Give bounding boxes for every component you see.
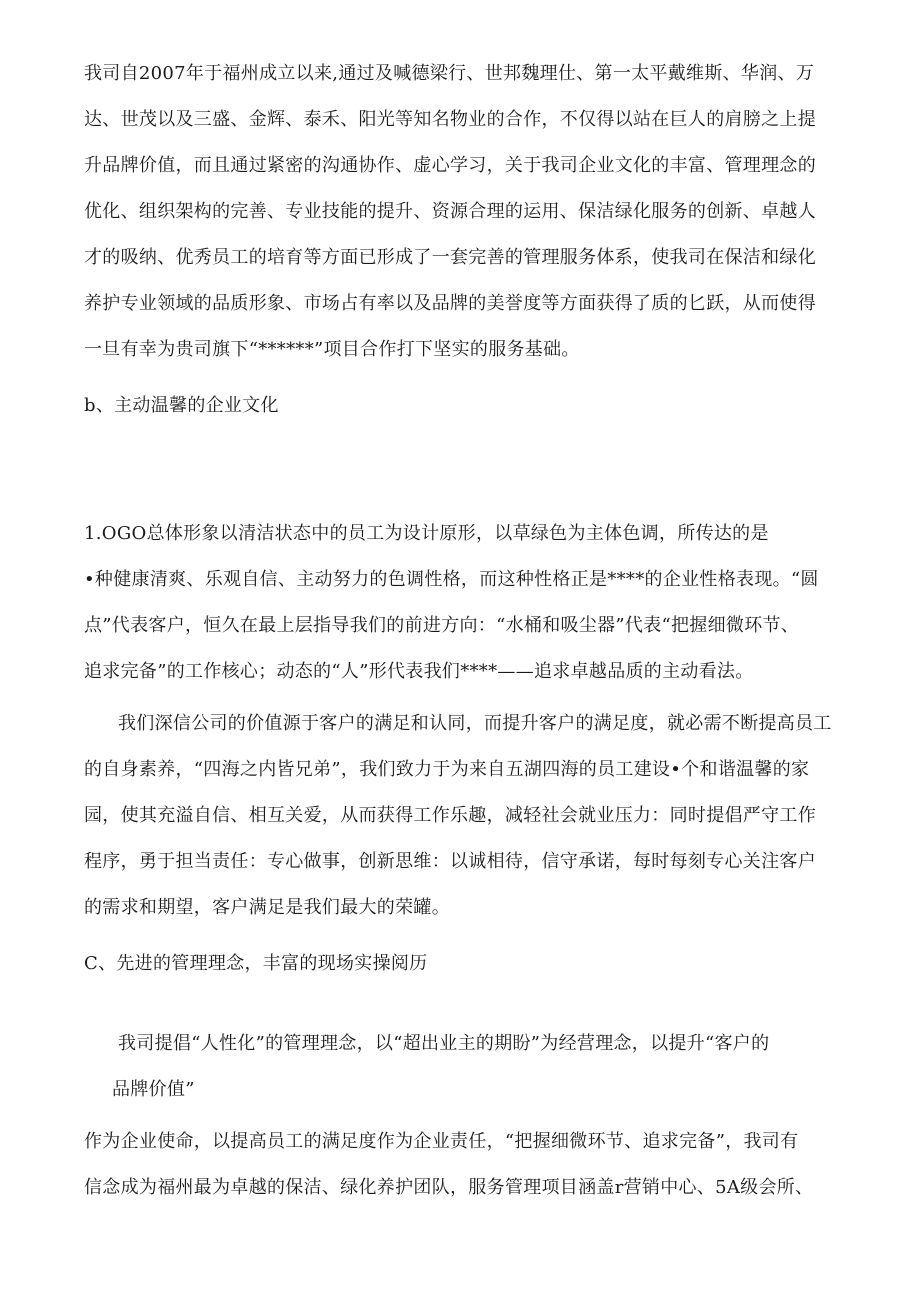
value-line-5: 的需求和期望，客户满足是我们最大的荣罐。 bbox=[84, 897, 450, 918]
intro-line-1: 我司自2007年于福州成立以来,通过及喊德梁行、世邦魏理仕、第一太平戴维斯、华润、万 bbox=[84, 63, 815, 84]
value-line-1: 我们深信公司的价值源于客户的满足和认同，而提升客户的满足度，就必需不断提高员工 bbox=[118, 713, 832, 734]
intro-line-4: 优化、组织架构的完善、专业技能的提升、资源合理的运用、保洁绿化服务的创新、卓越人 bbox=[84, 201, 816, 222]
section-heading-b: b、主动温馨的企业文化 bbox=[84, 395, 279, 416]
value-line-2: 的自身素养，“四海之内皆兄弟”，我们致力于为来自五湖四海的员工建设•个和谐温馨的家 bbox=[84, 759, 810, 780]
value-line-4: 程序，勇于担当责任：专心做事，创新思维：以诚相待，信守承诺，每时每刻专心关注客户 bbox=[84, 851, 816, 872]
logo-line-3: 点”代表客户，恒久在最上层指导我们的前进方向：“水桶和吸尘器”代表“把握细微环节、 bbox=[84, 615, 800, 636]
intro-line-7: 一旦有幸为贵司旗下“******”项目合作打下坚实的服务基础。 bbox=[84, 339, 580, 360]
logo-line-2: •种健康清爽、乐观自信、主动努力的色调性格，而这种性格正是****的企业性格表现。“圆 bbox=[84, 569, 819, 590]
section-heading-c: C、先进的管理理念，丰富的现场实操阅历 bbox=[84, 953, 428, 974]
management-line-4: 信念成为福州最为卓越的保洁、绿化养护团队，服务管理项目涵盖r营销中心、5A级会所、 bbox=[84, 1177, 814, 1198]
management-line-2: 品牌价值” bbox=[112, 1079, 195, 1100]
management-line-1: 我司提倡“人性化”的管理理念，以“超出业主的期盼”为经营理念，以提升“客户的 bbox=[118, 1033, 770, 1054]
logo-line-1: 1.OGO总体形象以清洁状态中的员工为设计原形，以草绿色为主体色调，所传达的是 bbox=[84, 523, 769, 544]
management-line-3: 作为企业使命，以提高员工的满足度作为企业责任，“把握细微环节、追求完备”，我司有 bbox=[84, 1131, 799, 1152]
intro-line-3: 升品牌价值，而且通过紧密的沟通协作、虚心学习，关于我司企业文化的丰富、管理理念的 bbox=[84, 155, 816, 176]
intro-line-2: 达、世茂以及三盛、金辉、泰禾、阳光等知名物业的合作，不仅得以站在巨人的肩膀之上提 bbox=[84, 109, 816, 130]
value-line-3: 园，使其充溢自信、相互关爱，从而获得工作乐趣，减轻社会就业压力：同时提倡严守工作 bbox=[84, 805, 816, 826]
intro-line-6: 养护专业领域的品质形象、市场占有率以及品牌的美誉度等方面获得了质的匕跃，从而使得 bbox=[84, 293, 816, 314]
intro-line-5: 才的吸纳、优秀员工的培育等方面已形成了一套完善的管理服务体系，使我司在保洁和绿化 bbox=[84, 247, 816, 268]
logo-line-4: 追求完备”的工作核心；动态的“人”形代表我们****——追求卓越品质的主动看法。 bbox=[84, 661, 754, 682]
